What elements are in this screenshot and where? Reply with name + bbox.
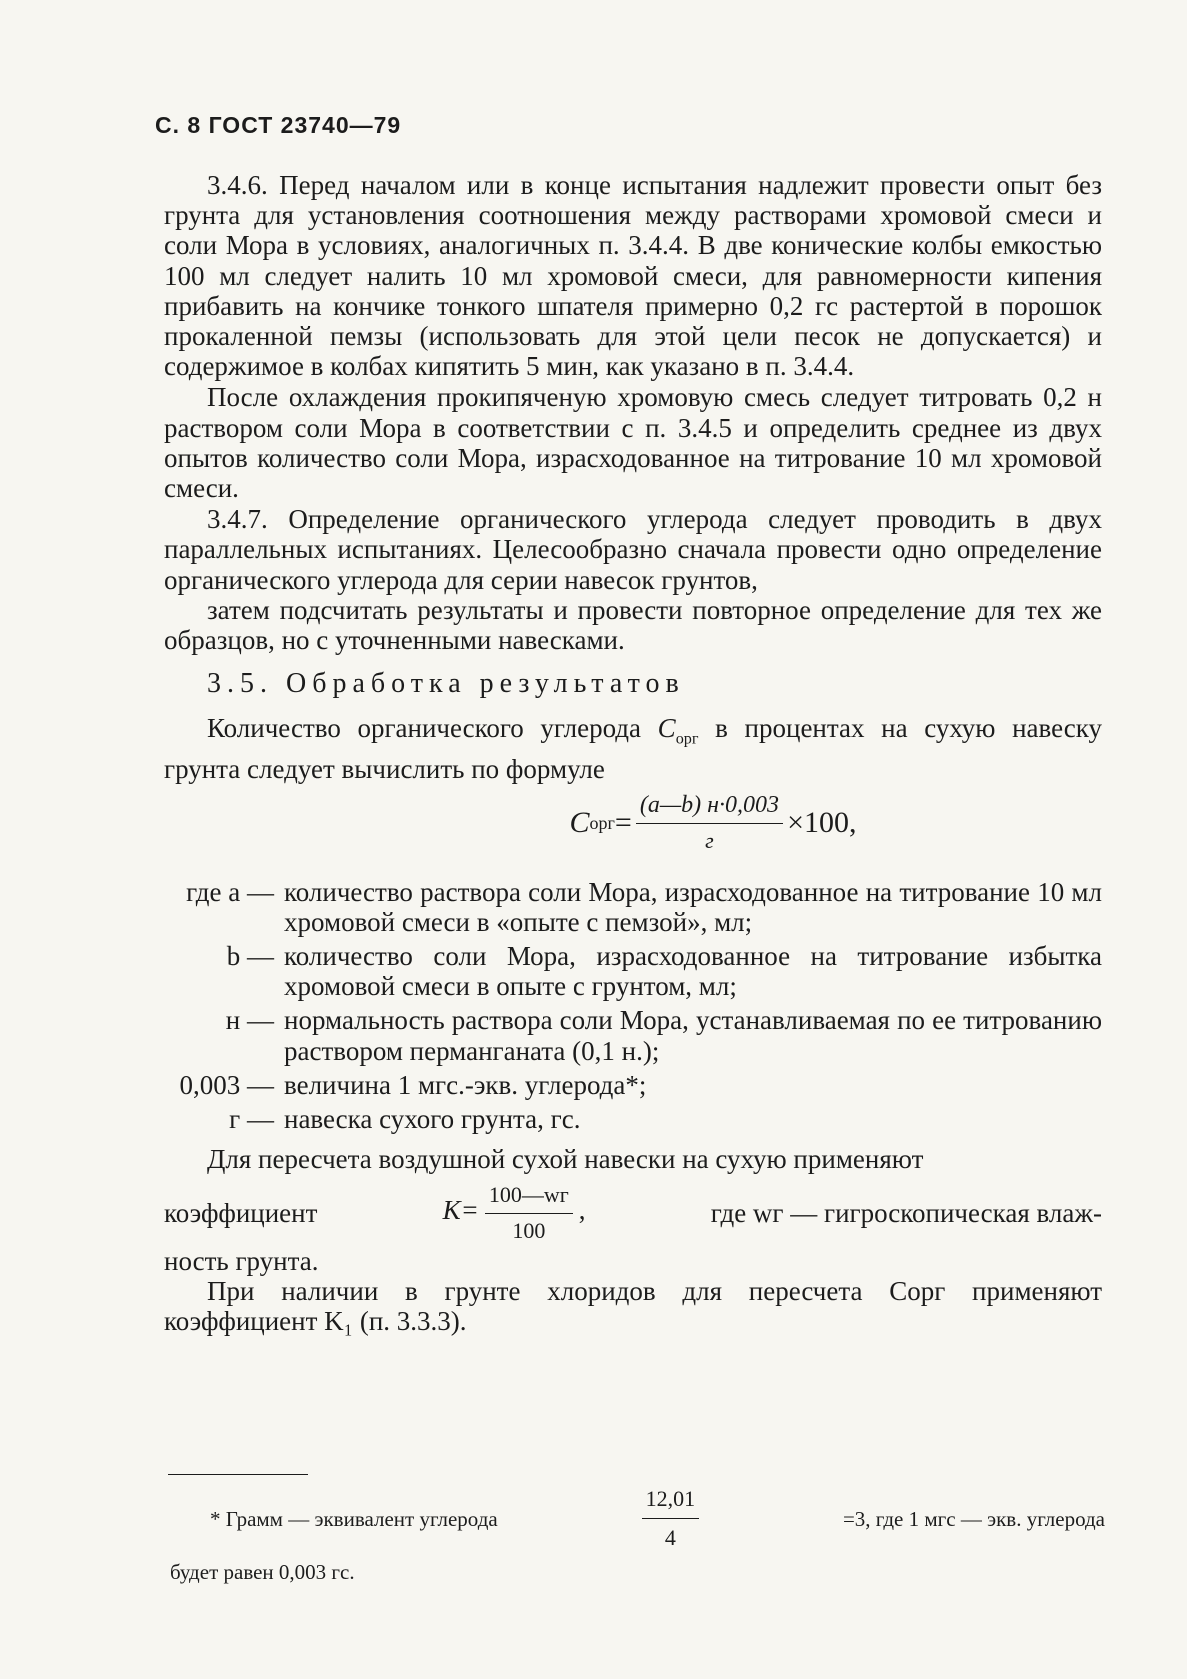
intro-symbol-sub: орг xyxy=(675,729,699,748)
chlorides-paragraph: При наличии в грунте хлоридов для пересчета Cорг применяют коэффициент K₁ (п. 3.3.3). xyxy=(164,1276,1102,1337)
formula-numerator: (a—b) н·0,003 xyxy=(636,790,783,824)
section-title: 3.5. Обработка результатов xyxy=(207,668,685,700)
footnote-fraction xyxy=(642,1482,700,1555)
footnote-numerator: 12,01 xyxy=(642,1482,700,1519)
variable-definitions xyxy=(164,877,1102,1139)
footnote-line-2: будет равен 0,003 гс. xyxy=(170,1560,355,1584)
recalc-line-3: ность грунта. xyxy=(164,1245,319,1276)
coefficient-denominator: 100 xyxy=(512,1217,546,1243)
formula-lhs: C xyxy=(569,806,590,840)
recalc-coefficient-line xyxy=(164,1180,1102,1245)
def-text: навеска сухого грунта, гс. xyxy=(284,1104,581,1135)
def-text: величина 1 мгс.-экв. углерода*; xyxy=(284,1069,647,1100)
def-symbol: г — xyxy=(229,1104,274,1135)
formula-lhs-sub: орг xyxy=(589,813,615,834)
footnote-line-1 xyxy=(170,1482,1105,1555)
def-text: количество раствора соли Мора, израсходованное на титрование 10 мл хромовой смеси в «опыте с пемзой», мл; xyxy=(284,876,1102,937)
formula-denominator: г xyxy=(705,828,714,854)
def-symbol: н — xyxy=(225,1005,274,1036)
coefficient-formula xyxy=(443,1180,586,1245)
coefficient-numerator: 100—wг xyxy=(485,1180,573,1213)
intro-text-after: в процентах на сухую навеску грунта следует вычислить по формуле xyxy=(164,713,1103,785)
coefficient-label: коэффициент xyxy=(164,1198,318,1229)
formula-c-org xyxy=(324,790,1102,856)
footnote-prefix: * Грамм — эквивалент углерода xyxy=(210,1506,498,1531)
footnote xyxy=(170,1482,1105,1589)
paragraph-after-cooling: После охлаждения прокипяченую хромовую смесь следует титровать 0,2 н раствором соли Мора в соответствии с п. 3.4.5 и определить среднее из двух опытов количество соли Мора, израсходованное на титрование 10 мл хромовой смеси. xyxy=(164,382,1102,504)
coefficient-comma: , xyxy=(578,1195,586,1226)
coefficient-fraction xyxy=(485,1180,573,1245)
paragraph-3-4-7: 3.4.7. Определение органического углерода следует проводить в двух параллельных испытаниях. Целесообразно сначала провести одно определение органического углерода для серии навесок грунтов, xyxy=(164,504,1102,595)
def-text: нормальность раствора соли Мора, устанавливаемая по ее титрованию раствором перманганата (0,1 н.); xyxy=(284,1005,1102,1066)
intro-text-before: Количество органического углерода xyxy=(207,713,658,744)
page-header: С. 8 ГОСТ 23740—79 xyxy=(155,112,402,138)
def-symbol: b — xyxy=(226,941,274,972)
formula-intro xyxy=(164,713,1102,784)
def-symbol: где a — xyxy=(186,876,274,907)
body-text xyxy=(164,170,1102,1337)
recalc-line-1: Для пересчета воздушной сухой навески на сухую применяют xyxy=(207,1144,924,1175)
def-symbol: 0,003 — xyxy=(179,1069,274,1100)
coefficient-where: где wг — гигроскопическая влаж- xyxy=(710,1198,1102,1229)
paragraph-3-4-7-continued: затем подсчитать результаты и провести повторное определение для тех же образцов, но с уточненными навесками. xyxy=(164,594,1102,656)
footnote-denominator: 4 xyxy=(664,1525,676,1550)
footnote-rule xyxy=(168,1474,308,1475)
formula-equals: = xyxy=(614,806,632,840)
def-text: количество соли Мора, израсходованное на титрование избытка хромовой смеси в опыте с грунтом, мл; xyxy=(284,941,1102,1002)
footnote-suffix: =3, где 1 мгс — экв. углерода xyxy=(842,1506,1105,1531)
formula-rhs: ×100, xyxy=(787,806,857,840)
formula-fraction xyxy=(636,790,783,856)
paragraph-3-4-6: 3.4.6. Перед началом или в конце испытания надлежит провести опыт без грунта для установления соотношения между растворами хромовой смеси и соли Мора в условиях, аналогичных п. 3.4.4. В две конические колбы емкостью 100 мл следует налить 10 мл хромовой смеси, для равномерности кипения прибавить на кончике тонкого шпателя примерно 0,2 гс растертой в порошок прокаленной пемзы (использовать для этой цели песок не допускается) и содержимое в колбах кипятить 5 мин, как указано в п. 3.4.4. xyxy=(164,170,1102,382)
coefficient-k: K= xyxy=(442,1195,479,1226)
intro-symbol: C xyxy=(657,713,676,744)
